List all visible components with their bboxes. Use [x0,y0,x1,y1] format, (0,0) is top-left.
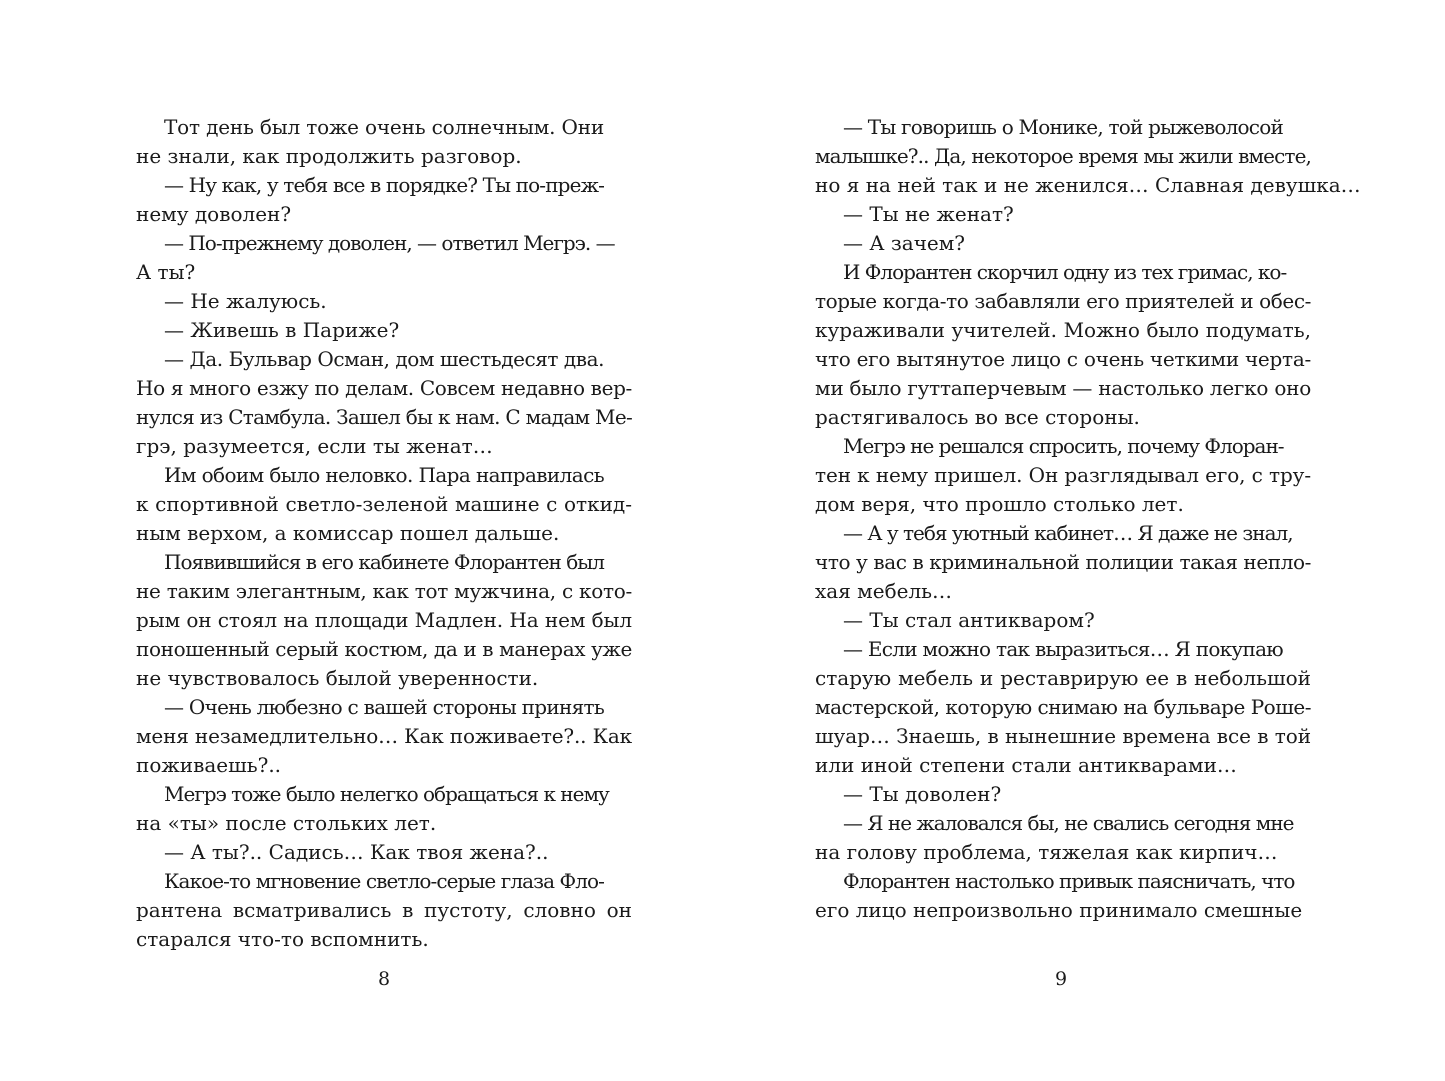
text-line: — А зачем? [843,231,966,255]
text-line: мастерской, которую снимаю на бульваре Роше- [815,695,1311,719]
text-line: ным верхом, а комиссар пошел дальше. [136,521,560,545]
text-line: Какое-то мгновение светло-серые глаза Фло- [164,869,604,893]
text-line: — По-прежнему доволен, — ответил Мегрэ. — [164,231,615,255]
text-line: поношенный серый костюм, да и в манерах уже [136,637,632,661]
text-line: — А у тебя уютный кабинет… Я даже не знал, [843,521,1293,545]
text-line: тен к нему пришел. Он разглядывал его, с тру- [815,463,1311,487]
text-line: нему доволен? [136,202,292,226]
text-line: поживаешь?.. [136,753,282,777]
text-line: торые когда-то забавляли его приятелей и обес- [815,289,1311,313]
text-line: Появившийся в его кабинете Флорантен был [164,550,604,574]
text-line: Флорантен настолько привык паясничать, что [843,869,1295,893]
text-line: не таким элегантным, как тот мужчина, с кото- [136,579,633,603]
text-line: нулся из Стамбула. Зашел бы к нам. С мадам Ме- [136,405,632,429]
text-line: — Не жалуюсь. [164,289,327,313]
text-line: шуар… Знаешь, в нынешние времена все в той [815,724,1312,748]
text-line: не знали, как продолжить разговор. [136,144,522,168]
text-line: но я на ней так и не женился… Славная девушка… [815,173,1361,197]
right-page-text [815,113,1361,925]
text-line: меня незамедлительно… Как поживаете?.. Как [136,724,633,748]
text-line: хая мебель… [815,579,953,603]
text-line: грэ, разумеется, если ты женат… [136,434,493,458]
text-line: Им обоим было неловко. Пара направилась [164,463,604,487]
text-line: рым он стоял на площади Мадлен. На нем был [136,608,633,632]
text-line: не чувствовалось былой уверенности. [136,666,539,690]
text-line: дом веря, что прошло столько лет. [815,492,1184,516]
text-line: старую мебель и реставрирую ее в небольшой [815,666,1311,690]
page-number-right: 9 [1054,968,1068,990]
text-line: — А ты?.. Садись… Как твоя жена?.. [164,840,549,864]
text-line: — Да. Бульвар Осман, дом шестьдесят два. [164,347,605,371]
text-line: старался что-то вспомнить. [136,927,429,951]
text-line: рантена всматривались в пустоту, словно он [136,898,632,922]
text-line: на «ты» после стольких лет. [136,811,437,835]
text-line: на голову проблема, тяжелая как кирпич… [815,840,1278,864]
text-line: или иной степени стали антикварами… [815,753,1237,777]
text-line: — Я не жаловался бы, не свались сегодня мне [843,811,1294,835]
text-line: к спортивной светло-зеленой машине с откид- [136,492,632,516]
text-line: — Ты стал антикваром? [843,608,1095,632]
text-line: А ты? [136,260,196,284]
text-line: его лицо непроизвольно принимало смешные [815,898,1303,922]
page-number-left: 8 [377,968,391,990]
text-line: — Очень любезно с вашей стороны принять [164,695,604,719]
text-line: малышке?.. Да, некоторое время мы жили вместе, [815,144,1311,168]
text-line: Тот день был тоже очень солнечным. Они [164,115,604,139]
text-line: Но я много езжу по делам. Совсем недавно вер- [136,376,632,400]
text-line: — Ты говоришь о Монике, той рыжеволосой [843,115,1283,139]
text-line: И Флорантен скорчил одну из тех гримас, ко- [843,260,1287,284]
text-line: ми было гуттаперчевым — настолько легко оно [815,376,1312,400]
text-line: — Ты не женат? [843,202,1014,226]
text-line: кураживали учителей. Можно было подумать, [815,318,1311,342]
text-line: что его вытянутое лицо с очень четкими черта- [815,347,1311,371]
text-line: — Ты доволен? [843,782,1002,806]
text-line: Мегрэ не решался спросить, почему Флоран- [843,434,1284,458]
left-page-text [136,113,632,954]
text-line: что у вас в криминальной полиции такая непло- [815,550,1311,574]
text-line: Мегрэ тоже было нелегко обращаться к нему [164,782,609,806]
text-line: — Ну как, у тебя все в порядке? Ты по-преж- [164,173,604,197]
text-line: — Живешь в Париже? [164,318,400,342]
text-line: растягивалось во все стороны. [815,405,1140,429]
text-line: — Если можно так выразиться… Я покупаю [843,637,1283,661]
